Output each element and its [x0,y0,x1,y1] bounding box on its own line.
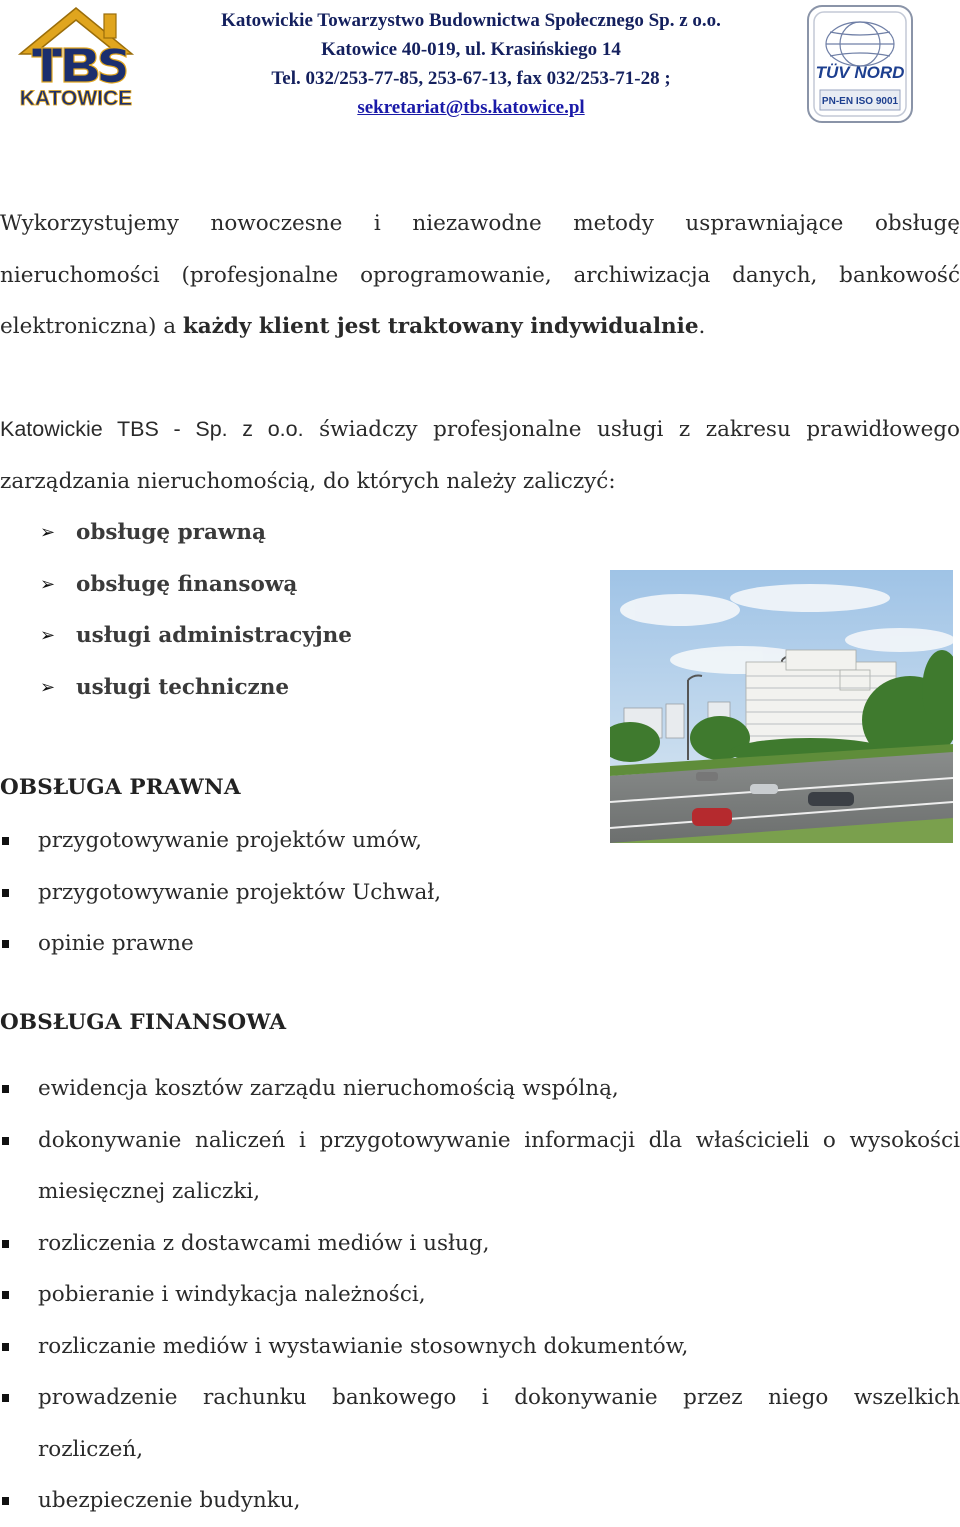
services-line-2: zarządzania nieruchomością, do których należy zaliczyć: [0,468,616,494]
arrow-bullet-icon: ➢ [40,676,56,698]
arrow-bullet-icon: ➢ [40,625,56,646]
company-phone: Tel. 032/253-77-85, 253-67-13, fax 032/253-71-28 ; [271,68,671,89]
financial-item-label: rozliczenia z dostawcami mediów i usług, [38,1230,490,1256]
legal-section-heading: OBSŁUGA PRAWNA [0,775,241,800]
square-bullet-icon [2,1240,9,1248]
square-bullet-icon [2,1343,9,1351]
square-bullet-icon [2,1137,9,1145]
list-item [0,1372,960,1475]
svg-text:PN-EN ISO 9001: PN-EN ISO 9001 [821,96,899,107]
legal-item-label: przygotowywanie projektów Uchwał, [38,879,442,905]
arrow-bullet-icon: ➢ [40,522,56,543]
arrow-bullet-icon: ➢ [40,573,56,595]
square-bullet-icon [2,1085,9,1093]
list-item [0,815,620,867]
email-link[interactable]: sekretariat@tbs.katowice.pl [357,97,585,118]
square-bullet-icon [2,1394,9,1402]
service-label: usługi administracyjne [76,623,352,648]
list-item [0,1115,960,1218]
services-company-name: Katowickie TBS - Sp. z o.o. [0,417,304,441]
intro-line-2: nieruchomości (profesjonalne oprogramowanie, archiwizacja danych, bankowość [0,262,960,288]
square-bullet-icon [2,837,9,845]
list-item [40,610,352,662]
list-item [0,1063,960,1115]
tuv-nord-certificate-logo [806,4,914,124]
financial-item-label: dokonywanie naliczeń i przygotowywanie informacji dla właścicieli o wysokości [38,1127,960,1153]
building-photo [610,570,953,843]
services-line-1-rest: świadczy profesjonalne usługi z zakresu prawidłowego [319,417,960,442]
intro-line-1: Wykorzystujemy nowoczesne i niezawodne metody usprawniające obsługę [0,211,960,236]
financial-item-label-cont: rozliczeń, [38,1436,144,1462]
company-name: Katowickie Towarzystwo Budownictwa Społecznego Sp. z o.o. [221,10,721,31]
list-item [0,1321,960,1373]
financial-item-label-cont: miesięcznej zaliczki, [38,1179,261,1204]
square-bullet-icon [2,1497,9,1505]
list-item [40,559,352,611]
services-line-1 [0,404,960,456]
financial-item-label: ewidencja kosztów zarządu nieruchomością wspólną, [38,1076,619,1101]
financial-item-label: rozliczanie mediów i wystawianie stosownych dokumentów, [38,1333,689,1359]
intro-line-3-pre: elektroniczna) a [0,314,177,339]
list-item [40,507,352,559]
services-paragraph [0,404,960,507]
tbs-katowice-logo [14,4,136,112]
financial-section-heading: OBSŁUGA FINANSOWA [0,1010,287,1035]
legal-item-label: przygotowywanie projektów umów, [38,828,422,853]
financial-item-label: prowadzenie rachunku bankowego i dokonywanie przez niego wszelkich [38,1385,960,1410]
svg-text:TÜV NORD: TÜV NORD [815,63,905,82]
list-item [0,867,620,919]
intro-emphasis: każdy klient jest traktowany indywidualnie [182,314,699,339]
company-address: Katowice 40-019, ul. Krasińskiego 14 [321,39,621,60]
legal-item-label: opinie prawne [38,931,194,956]
list-item [0,1218,960,1270]
list-item [40,662,352,714]
svg-text:KATOWICE: KATOWICE [19,87,133,110]
service-label: usługi techniczne [76,674,290,700]
intro-paragraph [0,198,960,353]
intro-line-3 [0,301,960,353]
square-bullet-icon [2,940,9,948]
financial-services-list [0,1063,960,1527]
legal-services-list [0,815,620,970]
service-label: obsługę prawną [76,520,266,545]
logo-katowice-label [18,87,134,110]
intro-line-3-post: . [698,314,706,339]
list-item [0,1475,960,1527]
financial-item-label: pobieranie i windykacja należności, [38,1282,426,1307]
financial-item-label: ubezpieczenie budynku, [38,1488,301,1513]
services-list [40,507,352,713]
service-label: obsługę finansową [76,571,298,597]
list-item [0,1269,960,1321]
list-item [0,918,620,970]
square-bullet-icon [2,889,9,897]
company-contact-block [148,6,794,122]
square-bullet-icon [2,1291,9,1299]
